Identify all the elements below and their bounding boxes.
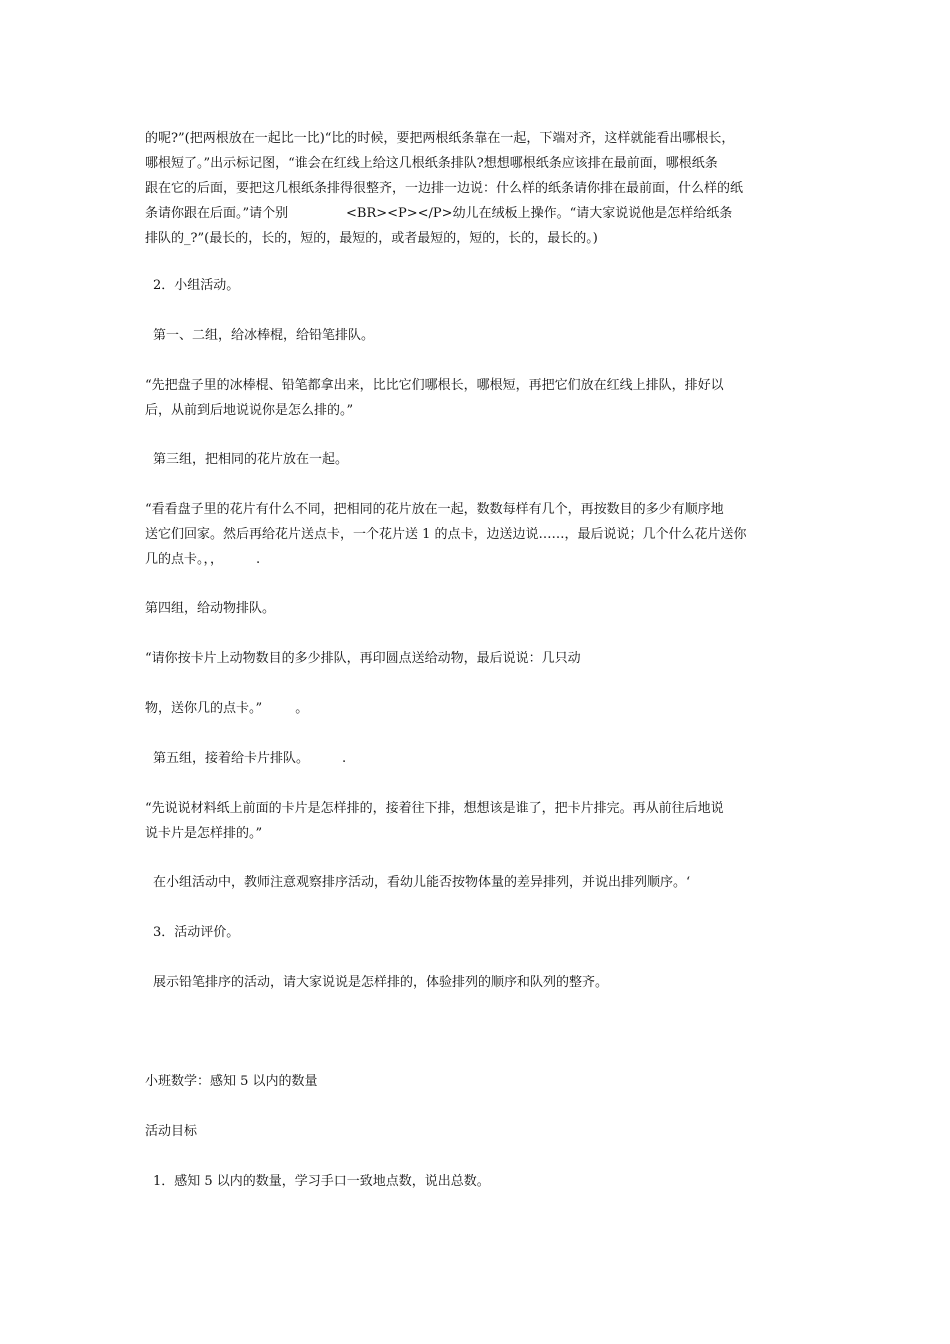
text-line: “请你按卡片上动物数目的多少排队，再印圆点送给动物，最后说说：几只动 [145,651,581,666]
text-line: 物，送你几的点卡。” 。 [145,701,309,716]
section-title [145,1069,810,1094]
paragraph-group-five [145,746,818,771]
paragraph-group-three-instructions [145,497,810,572]
text-line: 第五组，接着给卡片排队。 . [153,751,347,766]
paragraph-evaluation [145,970,818,995]
text-line: 条请你跟在后面。”请个别 <BR><P></P>幼儿在绒板上操作。“请大家说说他是怎样给纸条 [145,206,733,221]
text-line: 哪根短了。”出示标记图，“谁会在红线上给这几根纸条排队?想想哪根纸条应该排在最前面，哪根纸条 [145,156,718,171]
paragraph-group-five-instructions [145,796,810,846]
text-line: 几的点卡。，， . [145,552,261,567]
text-line: “看看盘子里的花片有什么不同，把相同的花片放在一起，数数每样有几个，再按数目的多少有顺序地 [145,502,724,517]
text-line: “先把盘子里的冰棒棍、铅笔都拿出来，比比它们哪根长，哪根短，再把它们放在红线上排队，排好以 [145,378,724,393]
text-line: 展示铅笔排序的活动，请大家说说是怎样排的，体验排列的顺序和队列的整齐。 [153,975,609,990]
heading-activity-goals [145,1119,810,1144]
paragraph-group-three [145,447,818,472]
text-line: 跟在它的后面，要把这几根纸条排得很整齐，一边排一边说：什么样的纸条请你排在最前面，什么样的纸 [145,181,744,196]
text-line: 第一、二组，给冰棒棍，给铅笔排队。 [153,328,375,343]
paragraph-teacher-observation [145,870,818,895]
text-line: 在小组活动中，教师注意观察排序活动，看幼儿能否按物体量的差异排列，并说出排列顺序。‘ [153,875,691,890]
text-line: 小班数学：感知 5 以内的数量 [145,1074,318,1089]
text-line: 送它们回家。然后再给花片送点卡，一个花片送 1 的点卡，边送边说……，最后说说；几个什么花片送你 [145,527,747,542]
text-line: “先说说材料纸上前面的卡片是怎样排的，接着往下排，想想该是谁了，把卡片排完。再从前往后地说 [145,801,724,816]
heading-activity-evaluation [145,920,818,945]
paragraph-group-four [145,596,810,621]
paragraph-group-one-two-instructions [145,373,810,423]
paragraph-comparison-instructions [145,126,810,251]
text-line: 说卡片是怎样排的。” [145,826,263,841]
heading-group-activity [145,273,818,298]
text-line: 后，从前到后地说说你是怎么排的。” [145,403,354,418]
paragraph-group-one-two [145,323,818,348]
paragraph-group-four-instructions-end [145,696,810,721]
paragraph-group-four-instructions [145,646,810,671]
text-line: 排队的_?”(最长的，长的，短的，最短的，或者最短的，短的，长的，最长的。) [145,231,598,246]
goal-item-1 [145,1169,818,1194]
text-line: 第三组，把相同的花片放在一起。 [153,452,349,467]
text-line: 的呢?”(把两根放在一起比一比)“比的时候，要把两根纸条靠在一起，下端对齐，这样就能看出哪根长， [145,131,735,146]
text-line: 活动目标 [145,1124,198,1139]
text-line: 2．小组活动。 [153,278,240,293]
text-line: 3．活动评价。 [153,925,240,940]
text-line: 1．感知 5 以内的数量，学习手口一致地点数，说出总数。 [153,1174,490,1189]
text-line: 第四组，给动物排队。 [145,601,276,616]
